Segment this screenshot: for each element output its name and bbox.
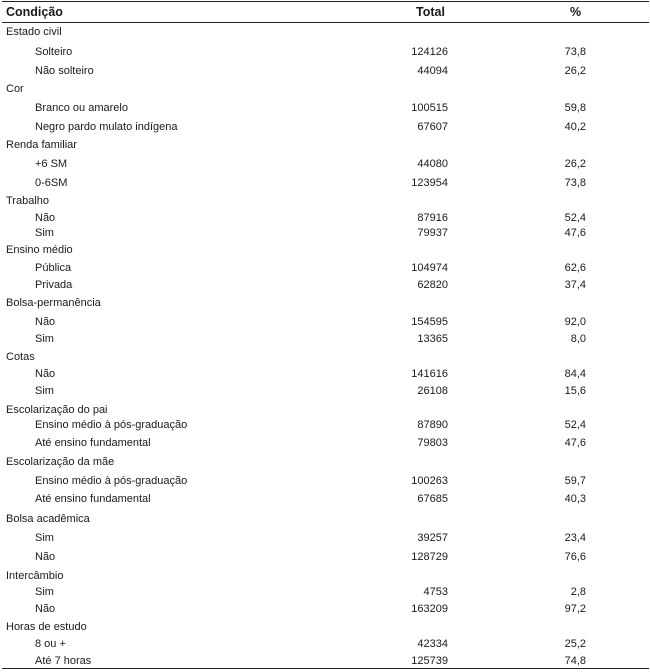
category-row	[0, 569, 650, 583]
category-label: Cotas	[6, 351, 35, 363]
percent-value: 59,7	[564, 475, 586, 487]
total-value: 42334	[417, 638, 448, 650]
percent-value: 52,4	[564, 419, 586, 431]
total-value: 123954	[411, 177, 448, 189]
category-row	[0, 512, 650, 526]
table-row	[0, 226, 650, 240]
category-label: Horas de estudo	[6, 621, 87, 633]
row-label: Não solteiro	[35, 65, 94, 77]
total-value: 87916	[417, 212, 448, 224]
table-row	[0, 492, 650, 506]
table-row	[0, 64, 650, 78]
percent-value: 74,8	[564, 655, 586, 667]
total-value: 67685	[417, 493, 448, 505]
table-row	[0, 602, 650, 616]
category-row	[0, 620, 650, 634]
row-label: 0-6SM	[35, 177, 68, 189]
table-row	[0, 637, 650, 651]
table-row	[0, 278, 650, 292]
table-row	[0, 550, 650, 564]
percent-value: 37,4	[564, 279, 586, 291]
table-row	[0, 585, 650, 599]
table-row	[0, 654, 650, 668]
row-label: +6 SM	[35, 158, 68, 170]
percent-value: 47,6	[564, 437, 586, 449]
table-row	[0, 384, 650, 398]
category-row	[0, 403, 650, 417]
table-row	[0, 261, 650, 275]
percent-value: 26,2	[564, 158, 586, 170]
percent-value: 76,6	[564, 551, 586, 563]
percent-value: 25,2	[564, 638, 586, 650]
percent-value: 52,4	[564, 212, 586, 224]
row-label: Pública	[35, 262, 72, 274]
row-label: Até ensino fundamental	[35, 437, 151, 449]
row-label: Sim	[35, 385, 54, 397]
total-value: 124126	[411, 46, 448, 58]
table-bottom-rule	[2, 668, 649, 669]
total-value: 13365	[417, 333, 448, 345]
table-header-rule	[2, 22, 649, 23]
row-label: Solteiro	[35, 46, 73, 58]
total-value: 87890	[417, 419, 448, 431]
table-row	[0, 101, 650, 115]
total-value: 26108	[417, 385, 448, 397]
category-row	[0, 455, 650, 469]
percent-value: 26,2	[564, 65, 586, 77]
total-value: 4753	[423, 586, 448, 598]
percent-value: 92,0	[564, 316, 586, 328]
header-percent: %	[570, 5, 582, 19]
percent-value: 15,6	[564, 385, 586, 397]
category-label: Renda familiar	[6, 139, 77, 151]
category-label: Bolsa-permanência	[6, 297, 101, 309]
percent-value: 62,6	[564, 262, 586, 274]
total-value: 62820	[417, 279, 448, 291]
category-row	[0, 138, 650, 152]
row-label: Não	[35, 368, 56, 380]
total-value: 39257	[417, 532, 448, 544]
percent-value: 84,4	[564, 368, 586, 380]
row-label: Até ensino fundamental	[35, 493, 151, 505]
category-label: Escolarização da mãe	[6, 456, 115, 468]
header-total: Total	[416, 5, 445, 19]
header-condicao: Condição	[6, 5, 63, 19]
total-value: 79803	[417, 437, 448, 449]
percent-value: 40,2	[564, 121, 586, 133]
row-label: Sim	[35, 532, 54, 544]
percent-value: 59,8	[564, 102, 586, 114]
row-label: Não	[35, 316, 56, 328]
category-label: Intercâmbio	[6, 570, 64, 582]
table-row	[0, 367, 650, 381]
percent-value: 23,4	[564, 532, 586, 544]
percent-value: 40,3	[564, 493, 586, 505]
category-row	[0, 296, 650, 310]
category-label: Estado civil	[6, 26, 62, 38]
row-label: Não	[35, 603, 56, 615]
percent-value: 8,0	[570, 333, 586, 345]
row-label: Branco ou amarelo	[35, 102, 128, 114]
category-label: Bolsa acadêmica	[6, 513, 90, 525]
total-value: 100515	[411, 102, 448, 114]
row-label: Não	[35, 212, 56, 224]
category-row	[0, 243, 650, 257]
table-row	[0, 315, 650, 329]
category-row	[0, 82, 650, 96]
table-row	[0, 211, 650, 225]
table-row	[0, 474, 650, 488]
table-row	[0, 418, 650, 432]
total-value: 67607	[417, 121, 448, 133]
table-row	[0, 157, 650, 171]
total-value: 128729	[411, 551, 448, 563]
row-label: Sim	[35, 227, 54, 239]
total-value: 163209	[411, 603, 448, 615]
total-value: 141616	[411, 368, 448, 380]
category-label: Escolarização do pai	[6, 404, 108, 416]
total-value: 154595	[411, 316, 448, 328]
row-label: Sim	[35, 586, 54, 598]
percent-value: 73,8	[564, 177, 586, 189]
total-value: 79937	[417, 227, 448, 239]
percent-value: 2,8	[570, 586, 586, 598]
row-label: Privada	[35, 279, 73, 291]
total-value: 100263	[411, 475, 448, 487]
table-top-rule	[2, 1, 649, 2]
total-value: 44080	[417, 158, 448, 170]
percent-value: 47,6	[564, 227, 586, 239]
table-row	[0, 176, 650, 190]
row-label: Ensino médio à pós-graduação	[35, 419, 188, 431]
category-row	[0, 194, 650, 208]
category-row	[0, 25, 650, 39]
category-label: Ensino médio	[6, 244, 73, 256]
percent-value: 97,2	[564, 603, 586, 615]
total-value: 104974	[411, 262, 448, 274]
category-label: Trabalho	[6, 195, 50, 207]
table-row	[0, 332, 650, 346]
row-label: Sim	[35, 333, 54, 345]
row-label: Negro pardo mulato indígena	[35, 121, 178, 133]
percent-value: 73,8	[564, 46, 586, 58]
table-row	[0, 531, 650, 545]
row-label: 8 ou +	[35, 638, 66, 650]
row-label: Até 7 horas	[35, 655, 92, 667]
table-row	[0, 120, 650, 134]
total-value: 44094	[417, 65, 448, 77]
total-value: 125739	[411, 655, 448, 667]
table-row	[0, 45, 650, 59]
row-label: Não	[35, 551, 56, 563]
row-label: Ensino médio à pós-graduação	[35, 475, 188, 487]
category-row	[0, 350, 650, 364]
category-label: Cor	[6, 83, 24, 95]
table-row	[0, 436, 650, 450]
